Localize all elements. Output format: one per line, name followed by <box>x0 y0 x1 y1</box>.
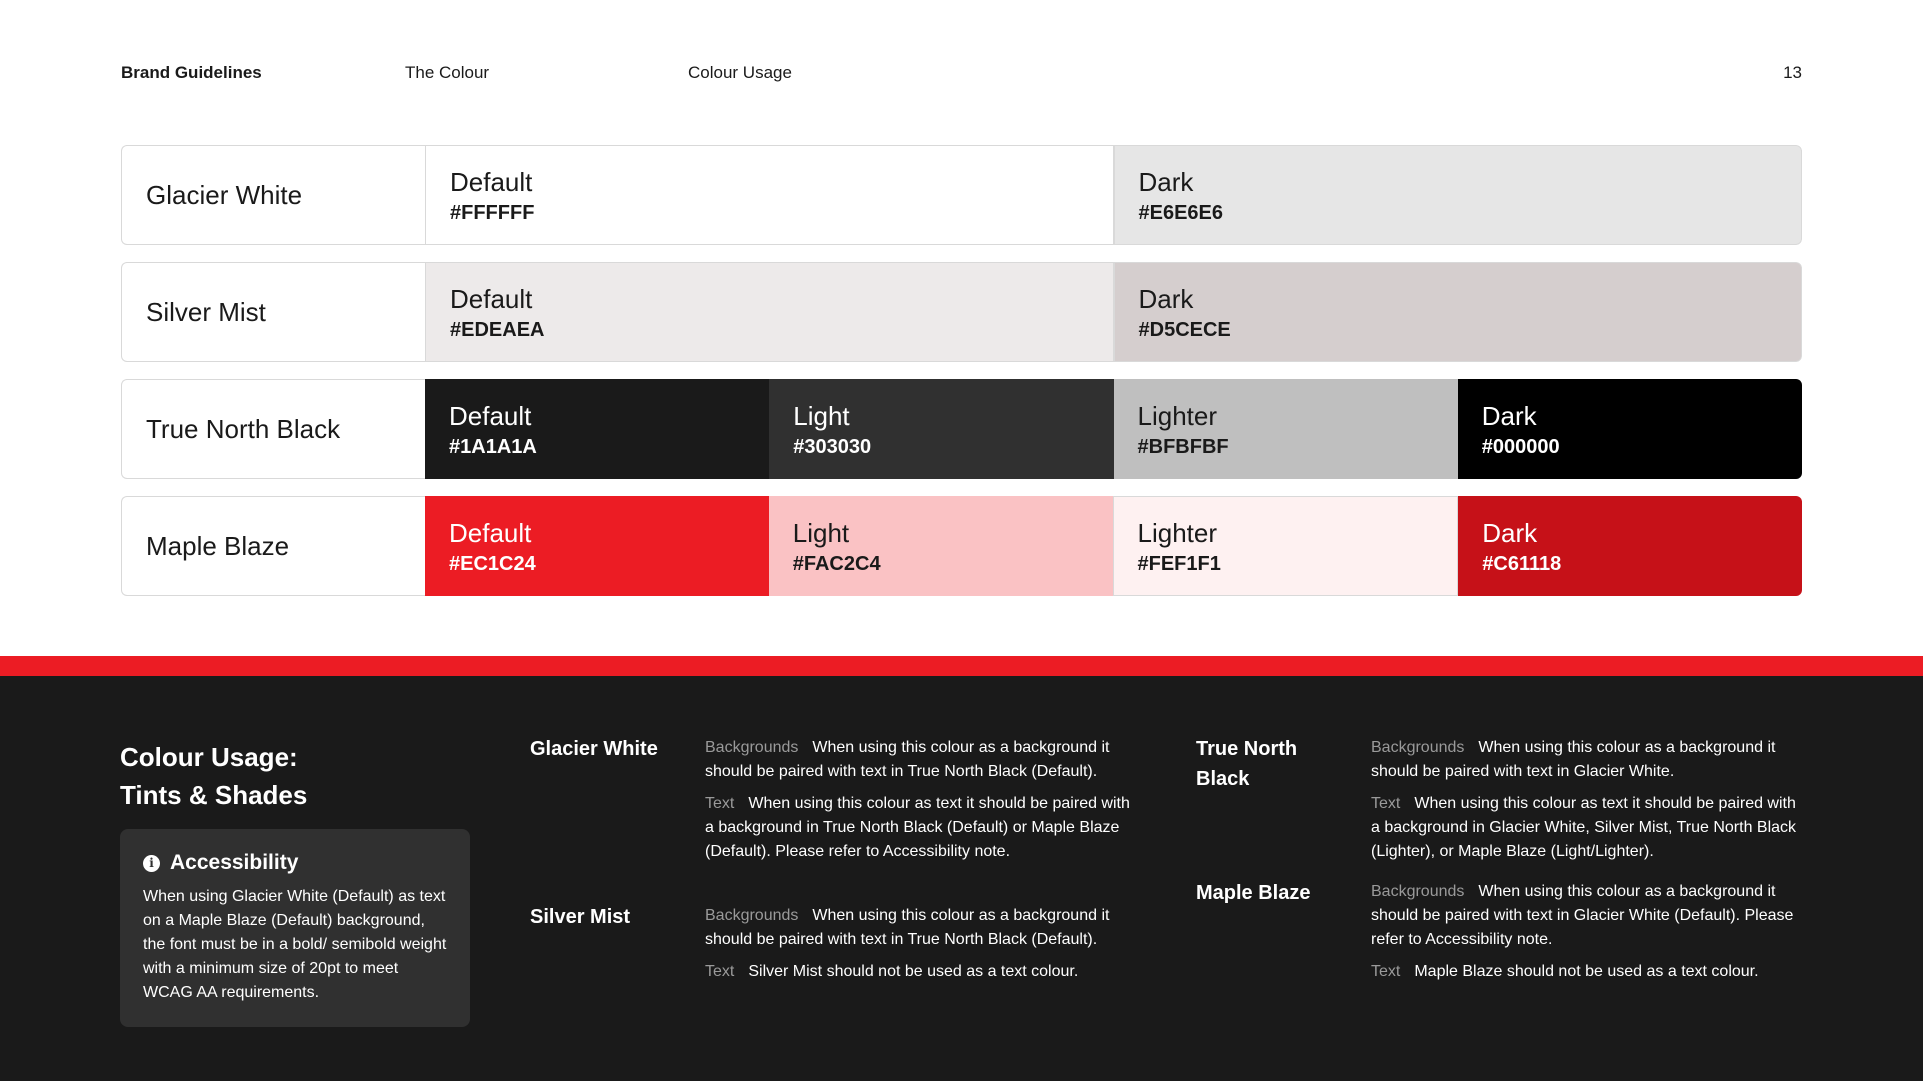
colour-palette <box>121 145 1802 613</box>
usage-name-true-north-black <box>1196 734 1297 794</box>
swatch <box>1458 496 1802 596</box>
swatch-group <box>425 379 1802 479</box>
palette-row-name: Silver Mist <box>121 262 425 362</box>
text-tag: Text <box>705 795 735 812</box>
swatch <box>1114 262 1803 362</box>
swatch-hex: #000000 <box>1481 436 1560 458</box>
text-rule: Silver Mist should not be used as a text colour. <box>748 963 1079 980</box>
brand-title: Brand Guidelines <box>121 63 262 82</box>
backgrounds-tag: Backgrounds <box>705 739 799 756</box>
usage-text <box>705 960 1135 984</box>
swatch-label: Dark <box>1481 401 1537 431</box>
subsection-title: Colour Usage <box>688 63 792 82</box>
usage-name-glacier-white: Glacier White <box>530 738 658 760</box>
backgrounds-text: When using this colour as a background it should be paired with text in Glacier White (Default). Please refer to Accessibility note. <box>1371 883 1794 948</box>
colour-usage-section <box>0 676 1923 1081</box>
swatch <box>1114 145 1803 245</box>
usage-desc-glacier-white <box>705 736 1135 872</box>
swatch <box>769 496 1113 596</box>
swatch-label: Default <box>449 518 532 548</box>
backgrounds-tag: Backgrounds <box>705 907 799 924</box>
swatch-label: Lighter <box>1137 518 1217 548</box>
backgrounds-text: When using this colour as a background it should be paired with text in True North Black (Default). <box>705 907 1110 948</box>
palette-row-true-north-black <box>121 379 1802 479</box>
swatch <box>425 379 769 479</box>
swatch <box>769 379 1113 479</box>
swatch-hex: #E6E6E6 <box>1138 202 1224 224</box>
accessibility-note <box>120 829 470 1027</box>
swatch-hex: #C61118 <box>1482 553 1562 575</box>
usage-name-maple-blaze: Maple Blaze <box>1196 882 1311 904</box>
swatch-label: Light <box>792 518 850 548</box>
swatch-label: Light <box>793 401 850 431</box>
text-tag: Text <box>705 963 735 980</box>
usage-title <box>120 738 307 814</box>
swatch <box>425 496 769 596</box>
usage-desc-silver-mist <box>705 904 1135 992</box>
swatch-hex: #BFBFBF <box>1137 436 1229 458</box>
swatch <box>1458 379 1802 479</box>
swatch-label: Default <box>450 284 533 314</box>
palette-row-name: True North Black <box>121 379 425 479</box>
swatch-label: Lighter <box>1137 401 1217 431</box>
usage-desc-true-north-black <box>1371 736 1801 872</box>
palette-row-name: Glacier White <box>121 145 425 245</box>
text-rule: When using this colour as text it should be paired with a background in True North Black (Default) or Maple Blaze (Default). Please refer to Accessibility note. <box>705 795 1130 860</box>
swatch-label: Default <box>449 401 532 431</box>
swatch-hex: #D5CECE <box>1138 319 1231 341</box>
usage-title-line2: Tints & Shades <box>120 780 308 810</box>
swatch-group <box>425 145 1802 245</box>
text-tag: Text <box>1371 963 1401 980</box>
text-tag: Text <box>1371 795 1401 812</box>
usage-name-line2: Black <box>1196 768 1250 790</box>
usage-name-silver-mist: Silver Mist <box>530 906 631 928</box>
usage-backgrounds <box>1371 736 1801 784</box>
swatch <box>1113 496 1459 596</box>
backgrounds-tag: Backgrounds <box>1371 883 1465 900</box>
backgrounds-text: When using this colour as a background it should be paired with text in True North Black (Default). <box>705 739 1110 780</box>
info-icon: i <box>143 855 160 872</box>
backgrounds-tag: Backgrounds <box>1371 739 1465 756</box>
accent-divider <box>0 656 1923 676</box>
swatch <box>425 145 1114 245</box>
usage-title-line1: Colour Usage: <box>120 742 298 772</box>
usage-backgrounds <box>705 736 1135 784</box>
swatch <box>425 262 1114 362</box>
palette-row-name: Maple Blaze <box>121 496 425 596</box>
backgrounds-text: When using this colour as a background it should be paired with text in Glacier White. <box>1371 739 1776 780</box>
swatch-hex: #FFFFFF <box>450 202 535 224</box>
usage-backgrounds <box>1371 880 1801 952</box>
swatch-label: Dark <box>1482 518 1538 548</box>
swatch-hex: #EC1C24 <box>449 553 536 575</box>
accessibility-heading <box>143 851 447 875</box>
usage-backgrounds <box>705 904 1135 952</box>
usage-text <box>1371 792 1801 864</box>
swatch-label: Dark <box>1138 284 1194 314</box>
usage-name-line1: True North <box>1196 738 1298 760</box>
swatch-label: Dark <box>1138 167 1194 197</box>
swatch-group <box>425 496 1802 596</box>
accessibility-body: When using Glacier White (Default) as text on a Maple Blaze (Default) background, the font must be in a bold/ semibold weight with a minimum size of 20pt to meet WCAG AA requirements. <box>143 888 447 1001</box>
accessibility-heading-text: Accessibility <box>170 851 299 874</box>
swatch-hex: #303030 <box>793 436 872 458</box>
swatch <box>1114 379 1458 479</box>
text-rule: When using this colour as text it should be paired with a background in Glacier White, Silver Mist, True North Black (Lighter), or Maple Blaze (Light/Lighter). <box>1371 795 1797 860</box>
swatch-hex: #FAC2C4 <box>792 553 881 575</box>
swatch-hex: #FEF1F1 <box>1137 553 1221 575</box>
usage-text <box>705 792 1135 864</box>
swatch-hex: #1A1A1A <box>449 436 537 458</box>
page-number: 13 <box>1783 63 1802 82</box>
section-title: The Colour <box>405 63 490 82</box>
swatch-hex: #EDEAEA <box>450 319 545 341</box>
page-header <box>121 63 1802 83</box>
palette-row-glacier-white <box>121 145 1802 245</box>
usage-text <box>1371 960 1801 984</box>
swatch-group <box>425 262 1802 362</box>
palette-row-maple-blaze <box>121 496 1802 596</box>
swatch-label: Default <box>450 167 533 197</box>
palette-row-silver-mist <box>121 262 1802 362</box>
usage-desc-maple-blaze <box>1371 880 1801 992</box>
text-rule: Maple Blaze should not be used as a text colour. <box>1414 963 1759 980</box>
